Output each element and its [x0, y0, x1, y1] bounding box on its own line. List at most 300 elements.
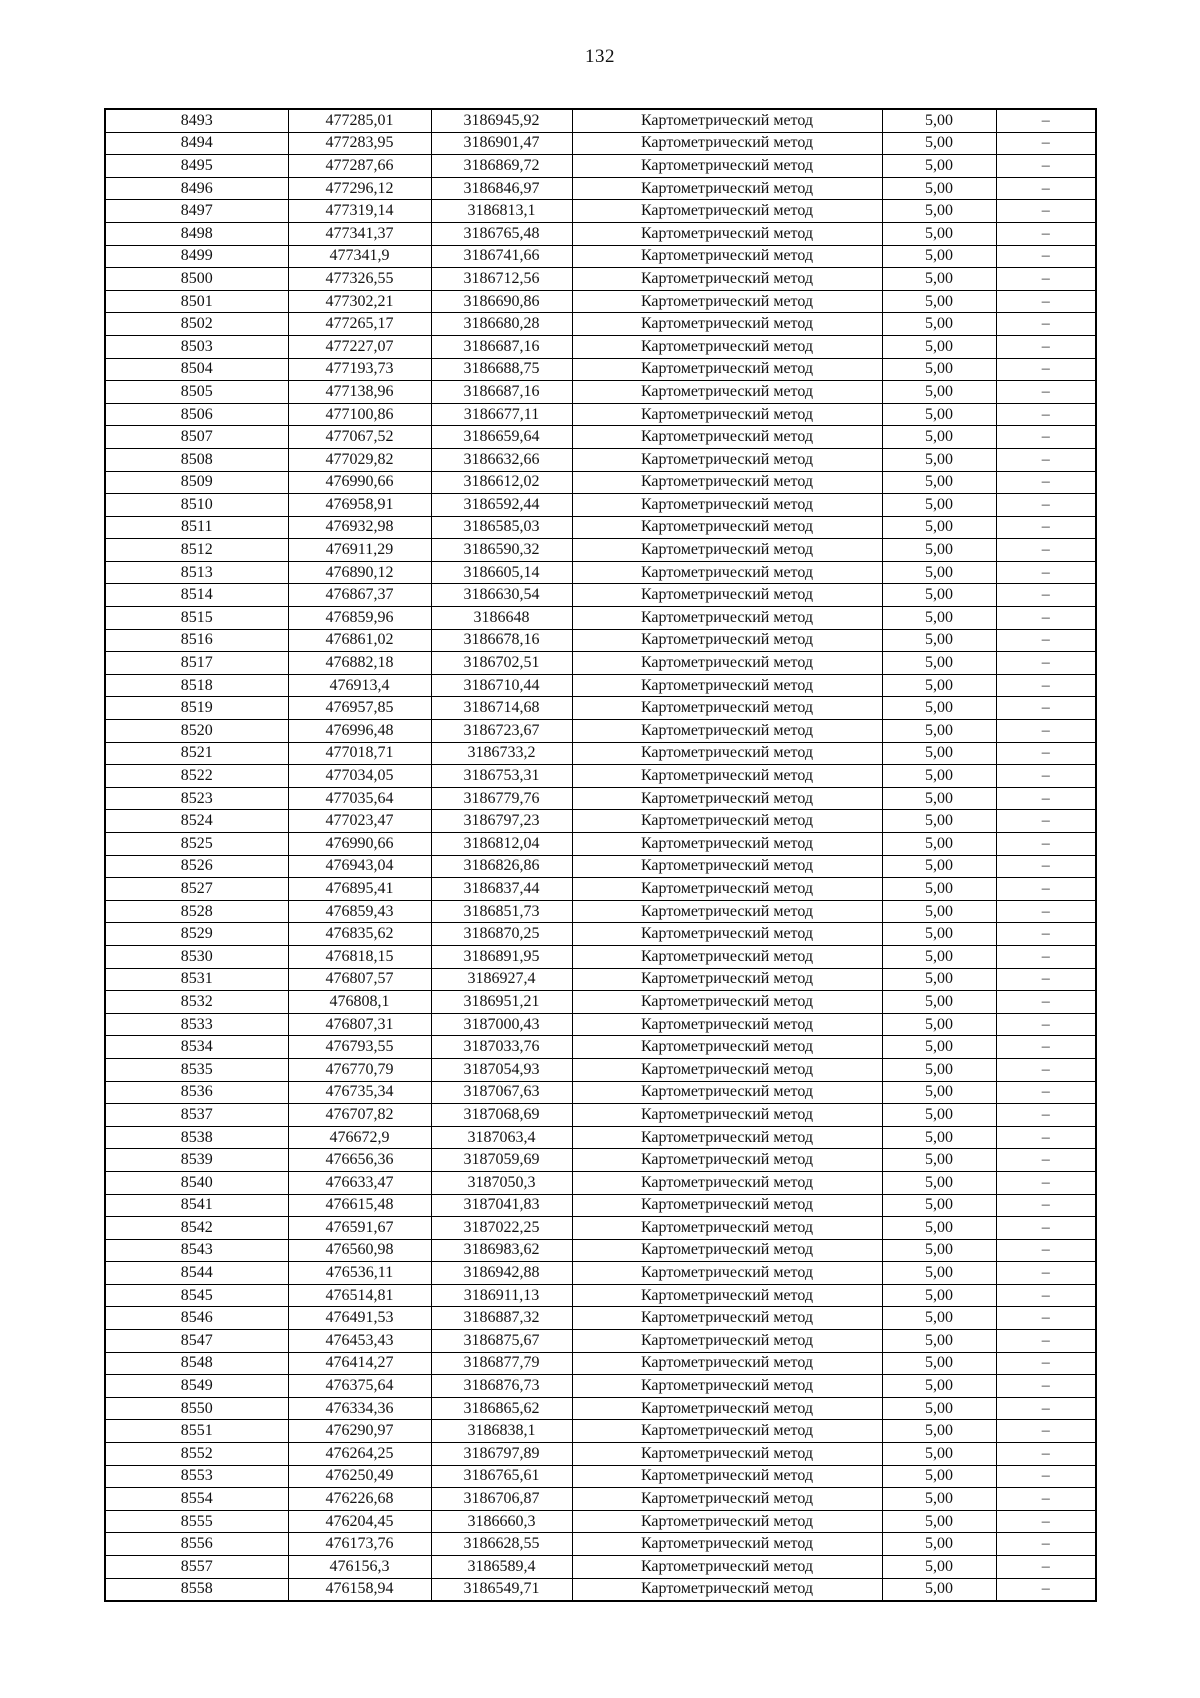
cell-y-coordinate: 3186901,47 [431, 132, 572, 155]
cell-description: – [996, 313, 1096, 336]
cell-method: Картометрический метод [572, 313, 882, 336]
cell-x-coordinate: 477283,95 [288, 132, 431, 155]
cell-method: Картометрический метод [572, 584, 882, 607]
table-row [105, 1533, 1096, 1556]
table-row [105, 584, 1096, 607]
cell-description: – [996, 900, 1096, 923]
cell-accuracy: 5,00 [882, 1510, 996, 1533]
cell-y-coordinate: 3186851,73 [431, 900, 572, 923]
cell-accuracy: 5,00 [882, 1262, 996, 1285]
cell-point-number: 8547 [105, 1330, 288, 1353]
table-row [105, 1556, 1096, 1579]
table-row [105, 200, 1096, 223]
table-row [105, 1194, 1096, 1217]
cell-description: – [996, 1307, 1096, 1330]
cell-description: – [996, 1330, 1096, 1353]
cell-accuracy: 5,00 [882, 1578, 996, 1601]
cell-point-number: 8531 [105, 968, 288, 991]
cell-x-coordinate: 476835,62 [288, 923, 431, 946]
cell-method: Картометрический метод [572, 290, 882, 313]
cell-point-number: 8498 [105, 222, 288, 245]
cell-accuracy: 5,00 [882, 109, 996, 132]
cell-x-coordinate: 477035,64 [288, 787, 431, 810]
cell-x-coordinate: 476770,79 [288, 1058, 431, 1081]
cell-point-number: 8540 [105, 1171, 288, 1194]
table-row [105, 403, 1096, 426]
cell-description: – [996, 720, 1096, 743]
cell-accuracy: 5,00 [882, 968, 996, 991]
cell-accuracy: 5,00 [882, 1443, 996, 1466]
cell-accuracy: 5,00 [882, 1556, 996, 1579]
cell-method: Картометрический метод [572, 1239, 882, 1262]
cell-x-coordinate: 476807,31 [288, 1013, 431, 1036]
cell-method: Картометрический метод [572, 200, 882, 223]
cell-x-coordinate: 476882,18 [288, 652, 431, 675]
cell-accuracy: 5,00 [882, 1013, 996, 1036]
cell-point-number: 8504 [105, 358, 288, 381]
cell-x-coordinate: 476793,55 [288, 1036, 431, 1059]
cell-y-coordinate: 3187033,76 [431, 1036, 572, 1059]
cell-description: – [996, 878, 1096, 901]
cell-description: – [996, 810, 1096, 833]
cell-point-number: 8524 [105, 810, 288, 833]
table-row [105, 855, 1096, 878]
cell-y-coordinate: 3186712,56 [431, 268, 572, 291]
cell-method: Картометрический метод [572, 1081, 882, 1104]
cell-description: – [996, 742, 1096, 765]
table-row [105, 313, 1096, 336]
cell-description: – [996, 674, 1096, 697]
cell-description: – [996, 991, 1096, 1014]
table-row [105, 1465, 1096, 1488]
cell-point-number: 8526 [105, 855, 288, 878]
table-row [105, 968, 1096, 991]
cell-accuracy: 5,00 [882, 765, 996, 788]
cell-y-coordinate: 3187059,69 [431, 1149, 572, 1172]
cell-description: – [996, 1194, 1096, 1217]
cell-x-coordinate: 477341,9 [288, 245, 431, 268]
table-row [105, 1510, 1096, 1533]
cell-x-coordinate: 476818,15 [288, 945, 431, 968]
cell-description: – [996, 1533, 1096, 1556]
table-row [105, 1397, 1096, 1420]
cell-x-coordinate: 476414,27 [288, 1352, 431, 1375]
cell-point-number: 8536 [105, 1081, 288, 1104]
cell-accuracy: 5,00 [882, 471, 996, 494]
cell-description: – [996, 1036, 1096, 1059]
cell-method: Картометрический метод [572, 1330, 882, 1353]
table-row [105, 335, 1096, 358]
cell-description: – [996, 290, 1096, 313]
cell-method: Картометрический метод [572, 652, 882, 675]
cell-method: Картометрический метод [572, 991, 882, 1014]
cell-y-coordinate: 3187067,63 [431, 1081, 572, 1104]
cell-accuracy: 5,00 [882, 1058, 996, 1081]
cell-accuracy: 5,00 [882, 1239, 996, 1262]
cell-y-coordinate: 3186779,76 [431, 787, 572, 810]
cell-method: Картометрический метод [572, 1352, 882, 1375]
cell-point-number: 8551 [105, 1420, 288, 1443]
table-row [105, 561, 1096, 584]
cell-point-number: 8528 [105, 900, 288, 923]
cell-y-coordinate: 3186870,25 [431, 923, 572, 946]
cell-accuracy: 5,00 [882, 1104, 996, 1127]
cell-accuracy: 5,00 [882, 1533, 996, 1556]
table-row [105, 1488, 1096, 1511]
cell-x-coordinate: 476514,81 [288, 1284, 431, 1307]
cell-y-coordinate: 3186813,1 [431, 200, 572, 223]
cell-accuracy: 5,00 [882, 1194, 996, 1217]
cell-y-coordinate: 3186648 [431, 607, 572, 630]
cell-y-coordinate: 3187068,69 [431, 1104, 572, 1127]
cell-y-coordinate: 3187000,43 [431, 1013, 572, 1036]
table-row [105, 923, 1096, 946]
cell-method: Картометрический метод [572, 968, 882, 991]
cell-description: – [996, 1375, 1096, 1398]
cell-x-coordinate: 477341,37 [288, 222, 431, 245]
cell-description: – [996, 1126, 1096, 1149]
cell-accuracy: 5,00 [882, 155, 996, 178]
cell-method: Картометрический метод [572, 1058, 882, 1081]
cell-accuracy: 5,00 [882, 991, 996, 1014]
cell-method: Картометрический метод [572, 1420, 882, 1443]
cell-x-coordinate: 476890,12 [288, 561, 431, 584]
cell-point-number: 8555 [105, 1510, 288, 1533]
table-row [105, 878, 1096, 901]
cell-y-coordinate: 3187022,25 [431, 1217, 572, 1240]
cell-x-coordinate: 477034,05 [288, 765, 431, 788]
cell-method: Картометрический метод [572, 448, 882, 471]
cell-accuracy: 5,00 [882, 290, 996, 313]
cell-y-coordinate: 3186612,02 [431, 471, 572, 494]
cell-method: Картометрический метод [572, 1488, 882, 1511]
cell-point-number: 8553 [105, 1465, 288, 1488]
cell-y-coordinate: 3186927,4 [431, 968, 572, 991]
cell-accuracy: 5,00 [882, 200, 996, 223]
table-row [105, 381, 1096, 404]
cell-method: Картометрический метод [572, 1262, 882, 1285]
cell-point-number: 8514 [105, 584, 288, 607]
cell-method: Картометрический метод [572, 471, 882, 494]
cell-point-number: 8554 [105, 1488, 288, 1511]
table-row [105, 1262, 1096, 1285]
cell-point-number: 8495 [105, 155, 288, 178]
cell-y-coordinate: 3186592,44 [431, 494, 572, 517]
cell-description: – [996, 494, 1096, 517]
cell-method: Картометрический метод [572, 720, 882, 743]
cell-x-coordinate: 476656,36 [288, 1149, 431, 1172]
table-row [105, 268, 1096, 291]
cell-x-coordinate: 477287,66 [288, 155, 431, 178]
cell-accuracy: 5,00 [882, 584, 996, 607]
cell-description: – [996, 155, 1096, 178]
table-row [105, 607, 1096, 630]
table-row [105, 245, 1096, 268]
cell-x-coordinate: 477138,96 [288, 381, 431, 404]
table-row [105, 1330, 1096, 1353]
cell-accuracy: 5,00 [882, 1330, 996, 1353]
cell-y-coordinate: 3186753,31 [431, 765, 572, 788]
cell-description: – [996, 945, 1096, 968]
cell-method: Картометрический метод [572, 268, 882, 291]
cell-method: Картометрический метод [572, 245, 882, 268]
cell-method: Картометрический метод [572, 109, 882, 132]
cell-point-number: 8537 [105, 1104, 288, 1127]
table-row [105, 1217, 1096, 1240]
cell-y-coordinate: 3186690,86 [431, 290, 572, 313]
cell-method: Картометрический метод [572, 1171, 882, 1194]
cell-accuracy: 5,00 [882, 403, 996, 426]
cell-x-coordinate: 476807,57 [288, 968, 431, 991]
cell-accuracy: 5,00 [882, 132, 996, 155]
table-row [105, 1375, 1096, 1398]
cell-x-coordinate: 477319,14 [288, 200, 431, 223]
table-row [105, 426, 1096, 449]
table-row [105, 1443, 1096, 1466]
cell-x-coordinate: 476672,9 [288, 1126, 431, 1149]
cell-x-coordinate: 476735,34 [288, 1081, 431, 1104]
cell-method: Картометрический метод [572, 1578, 882, 1601]
cell-description: – [996, 1171, 1096, 1194]
cell-accuracy: 5,00 [882, 787, 996, 810]
cell-method: Картометрический метод [572, 1307, 882, 1330]
cell-point-number: 8510 [105, 494, 288, 517]
cell-point-number: 8545 [105, 1284, 288, 1307]
cell-accuracy: 5,00 [882, 245, 996, 268]
cell-description: – [996, 968, 1096, 991]
cell-description: – [996, 1556, 1096, 1579]
table-row [105, 494, 1096, 517]
cell-x-coordinate: 476156,3 [288, 1556, 431, 1579]
cell-accuracy: 5,00 [882, 652, 996, 675]
cell-method: Картометрический метод [572, 765, 882, 788]
cell-x-coordinate: 477302,21 [288, 290, 431, 313]
cell-y-coordinate: 3186660,3 [431, 1510, 572, 1533]
cell-x-coordinate: 476158,94 [288, 1578, 431, 1601]
table-row [105, 945, 1096, 968]
table-row [105, 290, 1096, 313]
cell-x-coordinate: 476861,02 [288, 629, 431, 652]
cell-description: – [996, 1149, 1096, 1172]
table-row [105, 1126, 1096, 1149]
cell-method: Картометрический метод [572, 1217, 882, 1240]
cell-x-coordinate: 476264,25 [288, 1443, 431, 1466]
cell-point-number: 8501 [105, 290, 288, 313]
table-row [105, 720, 1096, 743]
cell-accuracy: 5,00 [882, 358, 996, 381]
cell-y-coordinate: 3186590,32 [431, 539, 572, 562]
cell-point-number: 8552 [105, 1443, 288, 1466]
cell-y-coordinate: 3186865,62 [431, 1397, 572, 1420]
cell-description: – [996, 1397, 1096, 1420]
cell-method: Картометрический метод [572, 1510, 882, 1533]
cell-method: Картометрический метод [572, 1194, 882, 1217]
cell-x-coordinate: 477265,17 [288, 313, 431, 336]
cell-x-coordinate: 476808,1 [288, 991, 431, 1014]
cell-point-number: 8494 [105, 132, 288, 155]
cell-point-number: 8533 [105, 1013, 288, 1036]
cell-y-coordinate: 3186891,95 [431, 945, 572, 968]
cell-accuracy: 5,00 [882, 629, 996, 652]
cell-y-coordinate: 3186688,75 [431, 358, 572, 381]
cell-point-number: 8515 [105, 607, 288, 630]
cell-description: – [996, 335, 1096, 358]
cell-accuracy: 5,00 [882, 1217, 996, 1240]
cell-point-number: 8548 [105, 1352, 288, 1375]
cell-x-coordinate: 476867,37 [288, 584, 431, 607]
table-row [105, 1104, 1096, 1127]
cell-y-coordinate: 3186628,55 [431, 1533, 572, 1556]
cell-accuracy: 5,00 [882, 539, 996, 562]
cell-method: Картометрический метод [572, 1443, 882, 1466]
cell-point-number: 8508 [105, 448, 288, 471]
cell-x-coordinate: 476990,66 [288, 833, 431, 856]
cell-method: Картометрический метод [572, 1126, 882, 1149]
cell-point-number: 8550 [105, 1397, 288, 1420]
cell-x-coordinate: 477100,86 [288, 403, 431, 426]
cell-description: – [996, 1488, 1096, 1511]
cell-point-number: 8522 [105, 765, 288, 788]
cell-description: – [996, 1420, 1096, 1443]
cell-point-number: 8532 [105, 991, 288, 1014]
cell-description: – [996, 177, 1096, 200]
cell-method: Картометрический метод [572, 1149, 882, 1172]
cell-x-coordinate: 476560,98 [288, 1239, 431, 1262]
cell-description: – [996, 1510, 1096, 1533]
cell-accuracy: 5,00 [882, 1465, 996, 1488]
cell-method: Картометрический метод [572, 539, 882, 562]
cell-accuracy: 5,00 [882, 742, 996, 765]
cell-accuracy: 5,00 [882, 810, 996, 833]
cell-point-number: 8538 [105, 1126, 288, 1149]
cell-description: – [996, 697, 1096, 720]
table-row [105, 1149, 1096, 1172]
cell-y-coordinate: 3186942,88 [431, 1262, 572, 1285]
cell-y-coordinate: 3186702,51 [431, 652, 572, 675]
cell-x-coordinate: 476859,43 [288, 900, 431, 923]
cell-method: Картометрический метод [572, 878, 882, 901]
table-row [105, 448, 1096, 471]
cell-description: – [996, 833, 1096, 856]
cell-y-coordinate: 3186630,54 [431, 584, 572, 607]
cell-point-number: 8527 [105, 878, 288, 901]
cell-description: – [996, 1443, 1096, 1466]
cell-method: Картометрический метод [572, 855, 882, 878]
cell-accuracy: 5,00 [882, 313, 996, 336]
cell-method: Картометрический метод [572, 335, 882, 358]
cell-x-coordinate: 476943,04 [288, 855, 431, 878]
cell-y-coordinate: 3186765,48 [431, 222, 572, 245]
cell-accuracy: 5,00 [882, 674, 996, 697]
cell-point-number: 8529 [105, 923, 288, 946]
cell-description: – [996, 1217, 1096, 1240]
cell-x-coordinate: 476996,48 [288, 720, 431, 743]
cell-description: – [996, 381, 1096, 404]
cell-point-number: 8503 [105, 335, 288, 358]
cell-description: – [996, 1013, 1096, 1036]
cell-accuracy: 5,00 [882, 1397, 996, 1420]
cell-x-coordinate: 476536,11 [288, 1262, 431, 1285]
cell-description: – [996, 471, 1096, 494]
page-number: 132 [585, 46, 615, 67]
cell-x-coordinate: 476913,4 [288, 674, 431, 697]
cell-description: – [996, 1262, 1096, 1285]
cell-accuracy: 5,00 [882, 1149, 996, 1172]
cell-method: Картометрический метод [572, 945, 882, 968]
cell-method: Картометрический метод [572, 1284, 882, 1307]
cell-method: Картометрический метод [572, 1465, 882, 1488]
cell-point-number: 8530 [105, 945, 288, 968]
cell-description: – [996, 403, 1096, 426]
cell-point-number: 8506 [105, 403, 288, 426]
table-row [105, 177, 1096, 200]
cell-description: – [996, 245, 1096, 268]
cell-description: – [996, 855, 1096, 878]
cell-x-coordinate: 477326,55 [288, 268, 431, 291]
cell-y-coordinate: 3186887,32 [431, 1307, 572, 1330]
cell-method: Картометрический метод [572, 742, 882, 765]
cell-accuracy: 5,00 [882, 607, 996, 630]
cell-method: Картометрический метод [572, 697, 882, 720]
cell-method: Картометрический метод [572, 1556, 882, 1579]
cell-x-coordinate: 477285,01 [288, 109, 431, 132]
cell-point-number: 8516 [105, 629, 288, 652]
cell-method: Картометрический метод [572, 1397, 882, 1420]
cell-description: – [996, 448, 1096, 471]
table-row [105, 109, 1096, 132]
cell-accuracy: 5,00 [882, 1307, 996, 1330]
table-row [105, 991, 1096, 1014]
cell-x-coordinate: 476859,96 [288, 607, 431, 630]
cell-point-number: 8557 [105, 1556, 288, 1579]
cell-method: Картометрический метод [572, 1375, 882, 1398]
cell-point-number: 8556 [105, 1533, 288, 1556]
cell-y-coordinate: 3186875,67 [431, 1330, 572, 1353]
cell-point-number: 8505 [105, 381, 288, 404]
cell-y-coordinate: 3186714,68 [431, 697, 572, 720]
cell-accuracy: 5,00 [882, 1126, 996, 1149]
cell-x-coordinate: 476895,41 [288, 878, 431, 901]
cell-y-coordinate: 3186733,2 [431, 742, 572, 765]
cell-point-number: 8509 [105, 471, 288, 494]
cell-description: – [996, 607, 1096, 630]
cell-description: – [996, 426, 1096, 449]
cell-point-number: 8523 [105, 787, 288, 810]
table-row [105, 900, 1096, 923]
cell-y-coordinate: 3186812,04 [431, 833, 572, 856]
cell-method: Картометрический метод [572, 358, 882, 381]
cell-accuracy: 5,00 [882, 1036, 996, 1059]
cell-point-number: 8542 [105, 1217, 288, 1240]
cell-y-coordinate: 3187050,3 [431, 1171, 572, 1194]
cell-y-coordinate: 3186687,16 [431, 335, 572, 358]
table-row [105, 1013, 1096, 1036]
table-row [105, 697, 1096, 720]
cell-x-coordinate: 476591,67 [288, 1217, 431, 1240]
cell-x-coordinate: 476250,49 [288, 1465, 431, 1488]
cell-point-number: 8512 [105, 539, 288, 562]
cell-point-number: 8502 [105, 313, 288, 336]
cell-point-number: 8493 [105, 109, 288, 132]
cell-x-coordinate: 476226,68 [288, 1488, 431, 1511]
cell-y-coordinate: 3186678,16 [431, 629, 572, 652]
cell-y-coordinate: 3186687,16 [431, 381, 572, 404]
cell-point-number: 8534 [105, 1036, 288, 1059]
cell-x-coordinate: 476932,98 [288, 516, 431, 539]
cell-method: Картометрический метод [572, 1036, 882, 1059]
cell-description: – [996, 629, 1096, 652]
table-row [105, 1058, 1096, 1081]
